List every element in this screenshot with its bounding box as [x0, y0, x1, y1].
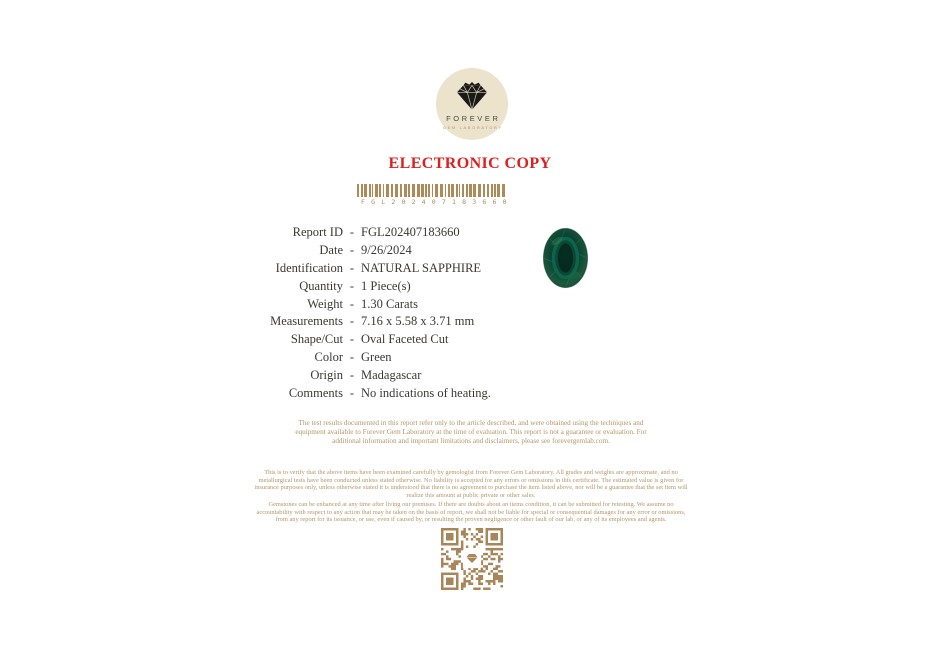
report-row-comments — [150, 384, 490, 402]
barcode — [357, 184, 505, 197]
row-value: NATURAL SAPPHIRE — [361, 260, 482, 275]
row-separator: - — [349, 260, 355, 275]
row-value: FGL202407183660 — [361, 225, 460, 240]
row-separator: - — [349, 278, 355, 293]
report-row-color — [150, 349, 490, 367]
row-value: 7.16 x 5.58 x 3.71 mm — [361, 314, 475, 329]
row-label: Measurements — [270, 314, 343, 329]
row-value: No indications of heating. — [361, 385, 491, 400]
report-row-report-id — [150, 224, 490, 242]
disclaimer-tertiary: Gemstones can be enhanced at any time after living our premises. If there are doubts about an items condition, it can be submitted for retesting. We assume no accountability with respect to any action that may be taken on the basis of report, we shall not be liable for special or consequential damages for any error or omissions, from any report for its issuance, or use, even if caused by, or resulting the proven negligence or other fault of our lab, or any of its employees and agents. — [256, 501, 686, 524]
row-label: Quantity — [299, 278, 343, 293]
row-separator: - — [349, 367, 355, 382]
disclaimer-secondary: This is to verify that the above items have been examined carefully by gemologist from Forever Gem Laboratory. All grades and weights are approximate, and no metallurgical tests have been conducted unless stated otherwise. No liability is accepted for any errors or omissions in this certificate. The estimated value is given for insurance purposes only, unless otherwise stated it is understood that there is no agreement to purchase the item listed above, nor will be a guarantee that the set item will realize this amount at public private or other sales. — [254, 469, 688, 500]
report-row-identification — [150, 260, 490, 278]
row-label: Origin — [310, 367, 343, 382]
report-table — [150, 224, 490, 402]
row-value: 1.30 Carats — [361, 296, 418, 311]
report-row-date — [150, 242, 490, 260]
report-row-shape-cut — [150, 331, 490, 349]
row-label: Identification — [275, 260, 343, 275]
diamond-icon — [452, 82, 492, 111]
row-label: Shape/Cut — [290, 332, 343, 347]
disclaimer-primary: The test results documented in this report refer only to the article described, and were obtained using the techniques and equipment available to Forever Gem Laboratory at the time of evaluation. This report is not a guarantee or evaluation. For additional information and important limitations and disclaimers, please see forevergemlab.com. — [295, 419, 647, 445]
row-value: 1 Piece(s) — [361, 278, 411, 293]
barcode-block — [357, 184, 513, 206]
row-label: Weight — [307, 296, 343, 311]
row-separator: - — [349, 296, 355, 311]
row-separator: - — [349, 314, 355, 329]
report-row-measurements — [150, 313, 490, 331]
row-label: Color — [314, 349, 343, 364]
row-separator: - — [349, 332, 355, 347]
row-separator: - — [349, 349, 355, 364]
row-separator: - — [349, 225, 355, 240]
gem-photo — [543, 228, 588, 288]
row-value: Oval Faceted Cut — [361, 332, 449, 347]
lab-logo-badge — [436, 68, 508, 140]
lab-logo-subbrand: GEM LABORATORY — [442, 125, 503, 130]
row-separator: - — [349, 385, 355, 400]
qr-code-canvas — [441, 528, 503, 590]
barcode-value: FGL202407183660 — [361, 198, 513, 206]
electronic-copy-title: ELECTRONIC COPY — [388, 155, 552, 172]
row-value: 9/26/2024 — [361, 243, 412, 258]
row-value: Madagascar — [361, 367, 422, 382]
row-label: Comments — [288, 385, 343, 400]
lab-logo-brand: FOREVER — [446, 114, 501, 123]
qr-code — [441, 528, 503, 590]
row-separator: - — [349, 243, 355, 258]
report-row-quantity — [150, 277, 490, 295]
report-row-origin — [150, 366, 490, 384]
report-row-weight — [150, 295, 490, 313]
row-label: Report ID — [292, 225, 343, 240]
row-label: Date — [319, 243, 343, 258]
row-value: Green — [361, 349, 392, 364]
